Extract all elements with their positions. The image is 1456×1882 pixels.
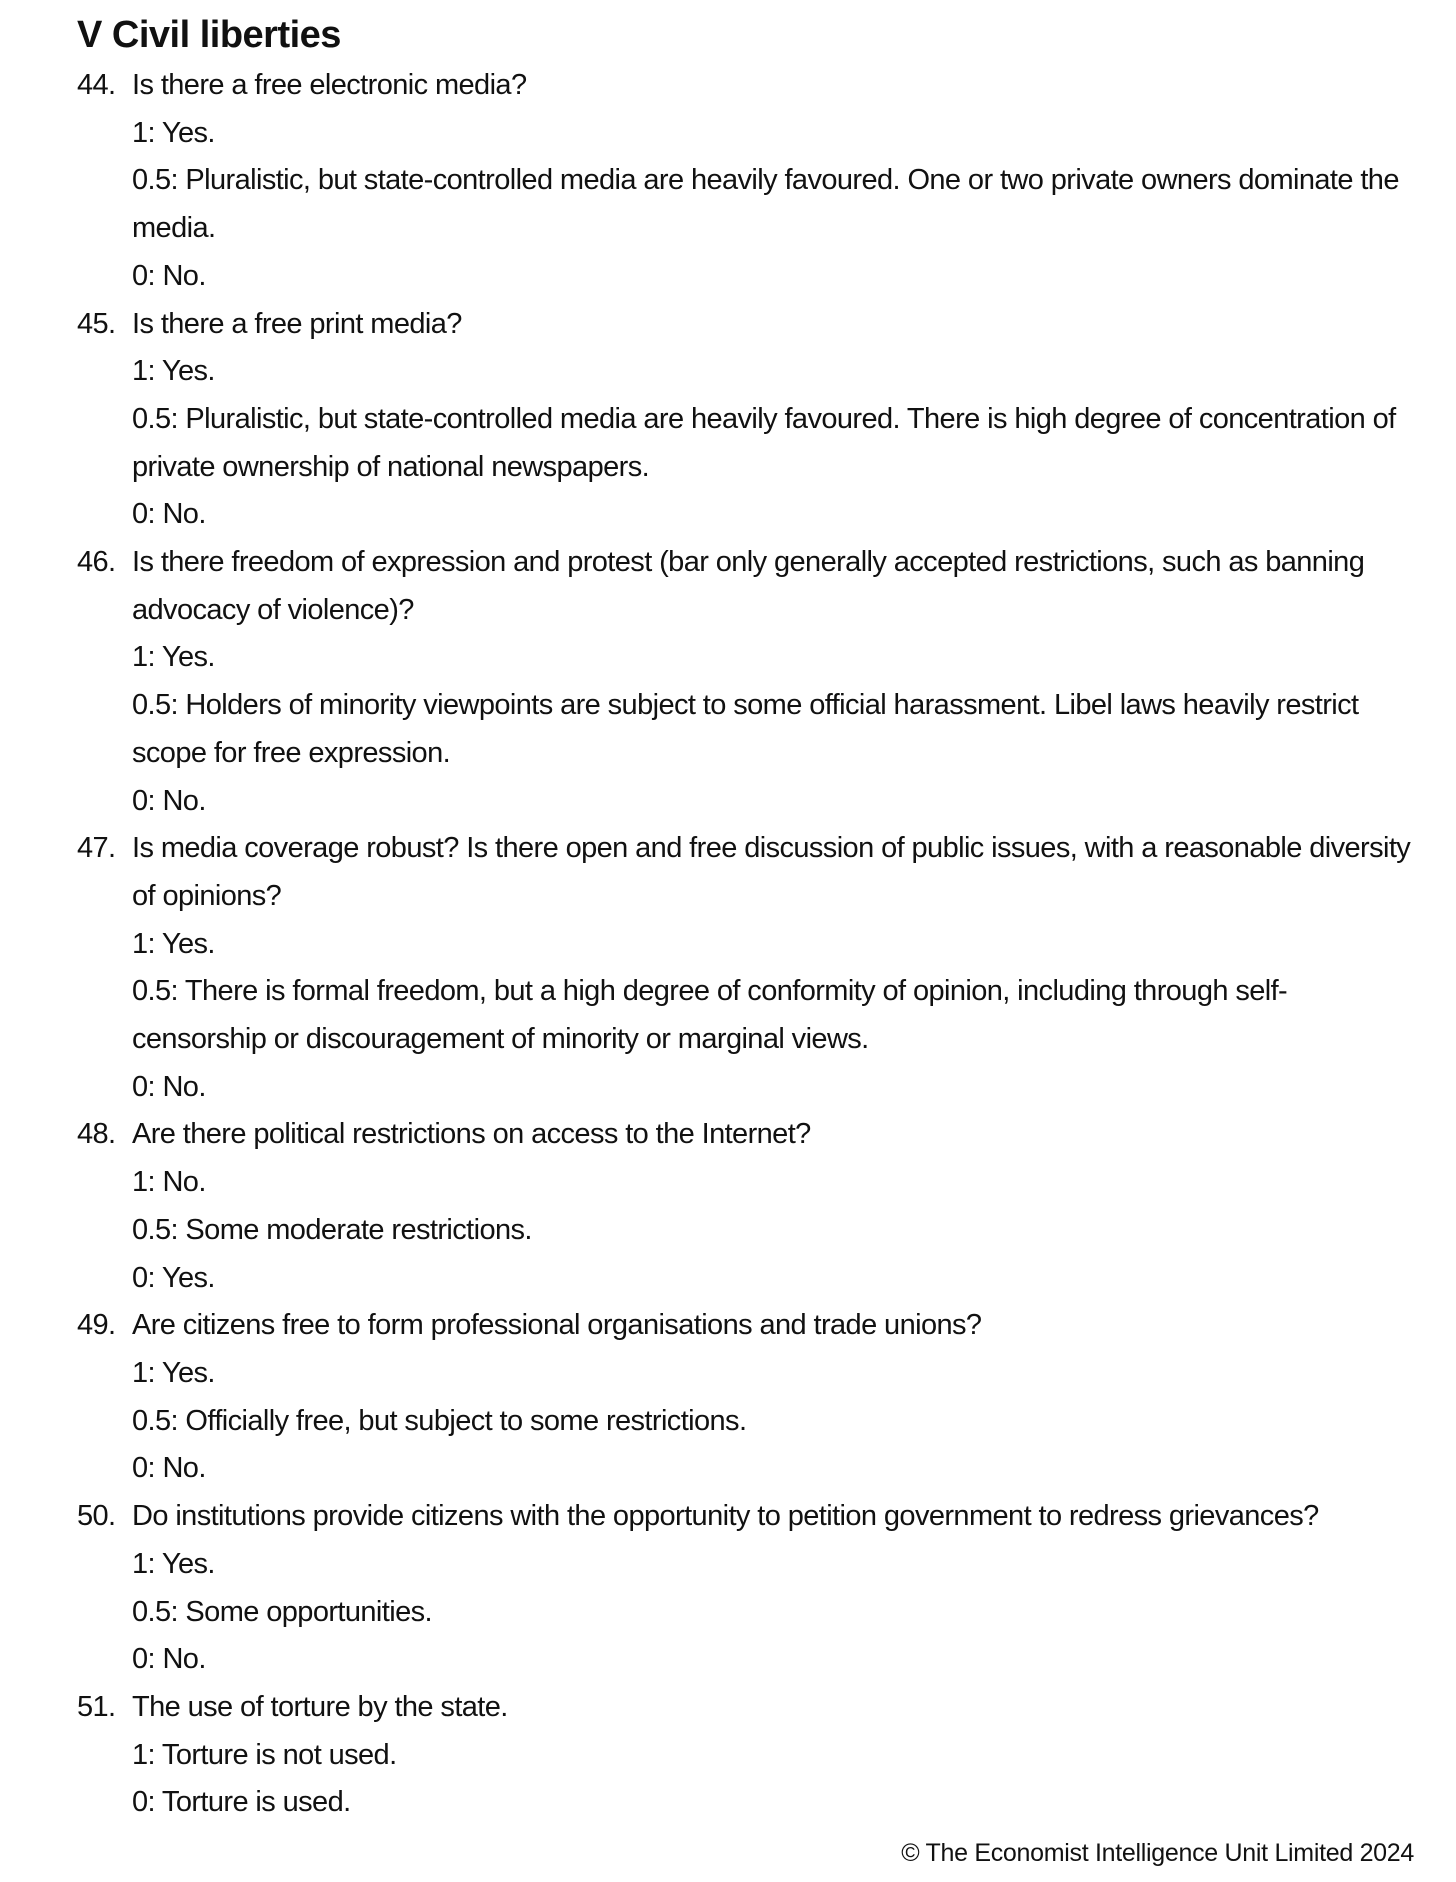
- question-item-47: [77, 825, 1417, 1111]
- question-item-50: [77, 1493, 1417, 1684]
- question-item-51: [77, 1684, 1417, 1827]
- answer-option: 0: No.: [132, 1452, 206, 1485]
- question-list: [77, 62, 1417, 1827]
- answer-option: 0.5: Pluralistic, but state-controlled media are heavily favoured. There is high degree of concentration of private ownership of national newspapers.: [132, 402, 1396, 483]
- answer-option: 1: Torture is not used.: [132, 1738, 397, 1771]
- answer-option: 0.5: There is formal freedom, but a high degree of conformity of opinion, including through self-censorship or discouragement of minority or marginal views.: [132, 975, 1288, 1056]
- question-number: 46.: [77, 546, 116, 579]
- answer-option: 1: Yes.: [132, 355, 215, 388]
- answer-option: 0: No.: [132, 498, 206, 531]
- answer-option: 1: Yes.: [132, 927, 215, 960]
- question-text: Is there freedom of expression and protest (bar only generally accepted restrictions, such as banning advocacy of violence)?: [132, 546, 1365, 626]
- question-item-44: [77, 62, 1417, 301]
- question-number: 47.: [77, 832, 116, 865]
- answer-option: 0: No.: [132, 1643, 206, 1676]
- question-number: 44.: [77, 69, 116, 101]
- question-text: Is media coverage robust? Is there open and free discussion of public issues, with a reasonable diversity of opinions?: [132, 832, 1411, 912]
- question-number: 50.: [77, 1500, 116, 1533]
- answer-option: 1: Yes.: [132, 641, 215, 674]
- answer-options: [132, 634, 1417, 825]
- answer-options: [132, 1159, 1417, 1302]
- question-number: 51.: [77, 1690, 116, 1723]
- answer-options: [132, 110, 1417, 301]
- answer-option: 1: Yes.: [132, 116, 215, 149]
- answer-option: 0: No.: [132, 1070, 206, 1103]
- question-number: 45.: [77, 307, 116, 340]
- answer-option: 0: Torture is used.: [132, 1786, 351, 1819]
- answer-option: 0.5: Holders of minority viewpoints are subject to some official harassment. Libel laws heavily restrict scope for free expression.: [132, 689, 1359, 769]
- question-item-45: [77, 301, 1417, 540]
- answer-options: [132, 1732, 1417, 1827]
- question-text: The use of torture by the state.: [132, 1690, 508, 1723]
- question-number: 49.: [77, 1309, 116, 1342]
- question-number: 48.: [77, 1118, 116, 1151]
- answer-option: 0: No.: [132, 259, 206, 292]
- section-title: V Civil liberties: [77, 14, 341, 56]
- question-text: Are there political restrictions on access to the Internet?: [132, 1118, 811, 1151]
- question-text: Is there a free print media?: [132, 307, 462, 340]
- answer-option: 0: Yes.: [132, 1261, 215, 1294]
- question-text: Are citizens free to form professional organisations and trade unions?: [132, 1309, 982, 1342]
- answer-option: 1: Yes.: [132, 1356, 215, 1389]
- answer-option: 0.5: Some opportunities.: [132, 1595, 432, 1628]
- question-text: Do institutions provide citizens with the opportunity to petition government to redress grievances?: [132, 1500, 1319, 1533]
- answer-option: 1: No.: [132, 1166, 206, 1199]
- answer-option: 0: No.: [132, 784, 206, 817]
- question-item-49: [77, 1302, 1417, 1493]
- question-item-48: [77, 1111, 1417, 1302]
- answer-option: 0.5: Officially free, but subject to some restrictions.: [132, 1404, 747, 1437]
- question-text: Is there a free electronic media?: [132, 69, 527, 101]
- answer-options: [132, 1541, 1417, 1684]
- answer-options: [132, 1350, 1417, 1493]
- answer-options: [132, 348, 1417, 539]
- question-item-46: [77, 539, 1417, 825]
- answer-option: 0.5: Some moderate restrictions.: [132, 1213, 532, 1246]
- answer-option: 0.5: Pluralistic, but state-controlled media are heavily favoured. One or two private owners dominate the media.: [132, 164, 1399, 245]
- copyright-footer: © The Economist Intelligence Unit Limited 2024: [901, 1839, 1414, 1867]
- answer-options: [132, 921, 1417, 1112]
- answer-option: 1: Yes.: [132, 1547, 215, 1580]
